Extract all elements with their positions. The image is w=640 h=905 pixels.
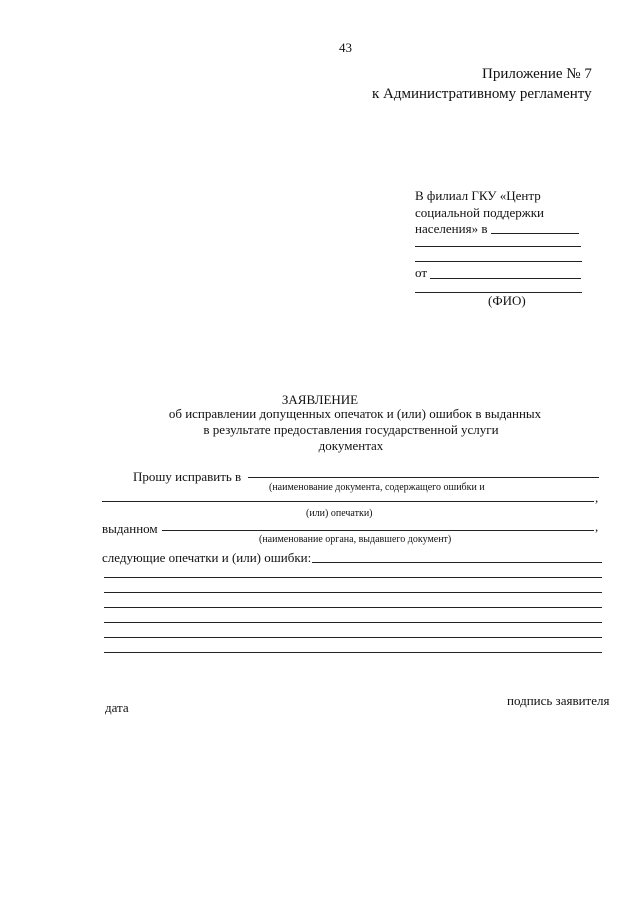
issuing-org-line[interactable] bbox=[162, 530, 594, 531]
request-label: Прошу исправить в bbox=[133, 469, 242, 484]
addressee-fill-line-2[interactable] bbox=[415, 246, 581, 247]
regulation-title: к Административному регламенту bbox=[372, 86, 592, 102]
document-title: ЗАЯВЛЕНИЕ bbox=[281, 392, 359, 407]
addressee-fill-line-3[interactable] bbox=[415, 261, 582, 262]
errors-line-2[interactable] bbox=[104, 577, 602, 578]
document-name-caption-2: (или) опечатки) bbox=[306, 508, 373, 519]
document-name-line-2[interactable] bbox=[102, 501, 594, 502]
errors-line-1[interactable] bbox=[312, 562, 602, 563]
errors-line-3[interactable] bbox=[104, 592, 602, 593]
document-name-line-1[interactable] bbox=[248, 477, 599, 478]
addressee-line3: населения» в bbox=[415, 221, 488, 236]
from-label: от bbox=[415, 265, 428, 280]
document-subtitle-1: об исправлении допущенных опечаток и (или) ошибок в выданных bbox=[168, 406, 542, 421]
document-subtitle-2: в результате предоставления государственной услуги bbox=[203, 422, 499, 437]
date-label: дата bbox=[105, 700, 129, 715]
issuing-org-caption: (наименование органа, выдавшего документ) bbox=[259, 534, 452, 545]
comma-1: , bbox=[595, 490, 599, 505]
addressee-fill-line-1[interactable] bbox=[491, 233, 579, 234]
issued-label: выданном bbox=[102, 521, 158, 536]
errors-label: следующие опечатки и (или) ошибки: bbox=[102, 550, 312, 565]
fio-caption: (ФИО) bbox=[488, 293, 526, 308]
errors-line-4[interactable] bbox=[104, 607, 602, 608]
addressee-line1: В филиал ГКУ «Центр bbox=[415, 188, 541, 203]
errors-line-7[interactable] bbox=[104, 652, 602, 653]
addressee-line2: социальной поддержки bbox=[415, 205, 544, 220]
errors-line-5[interactable] bbox=[104, 622, 602, 623]
from-fill-line[interactable] bbox=[430, 278, 581, 279]
appendix-title: Приложение № 7 bbox=[482, 66, 592, 82]
document-subtitle-3: документах bbox=[318, 438, 384, 453]
document-name-caption: (наименование документа, содержащего ошибки и bbox=[269, 482, 485, 493]
signature-label: подпись заявителя bbox=[507, 693, 610, 708]
comma-2: , bbox=[595, 519, 599, 534]
errors-line-6[interactable] bbox=[104, 637, 602, 638]
page-number: 43 bbox=[339, 40, 352, 55]
